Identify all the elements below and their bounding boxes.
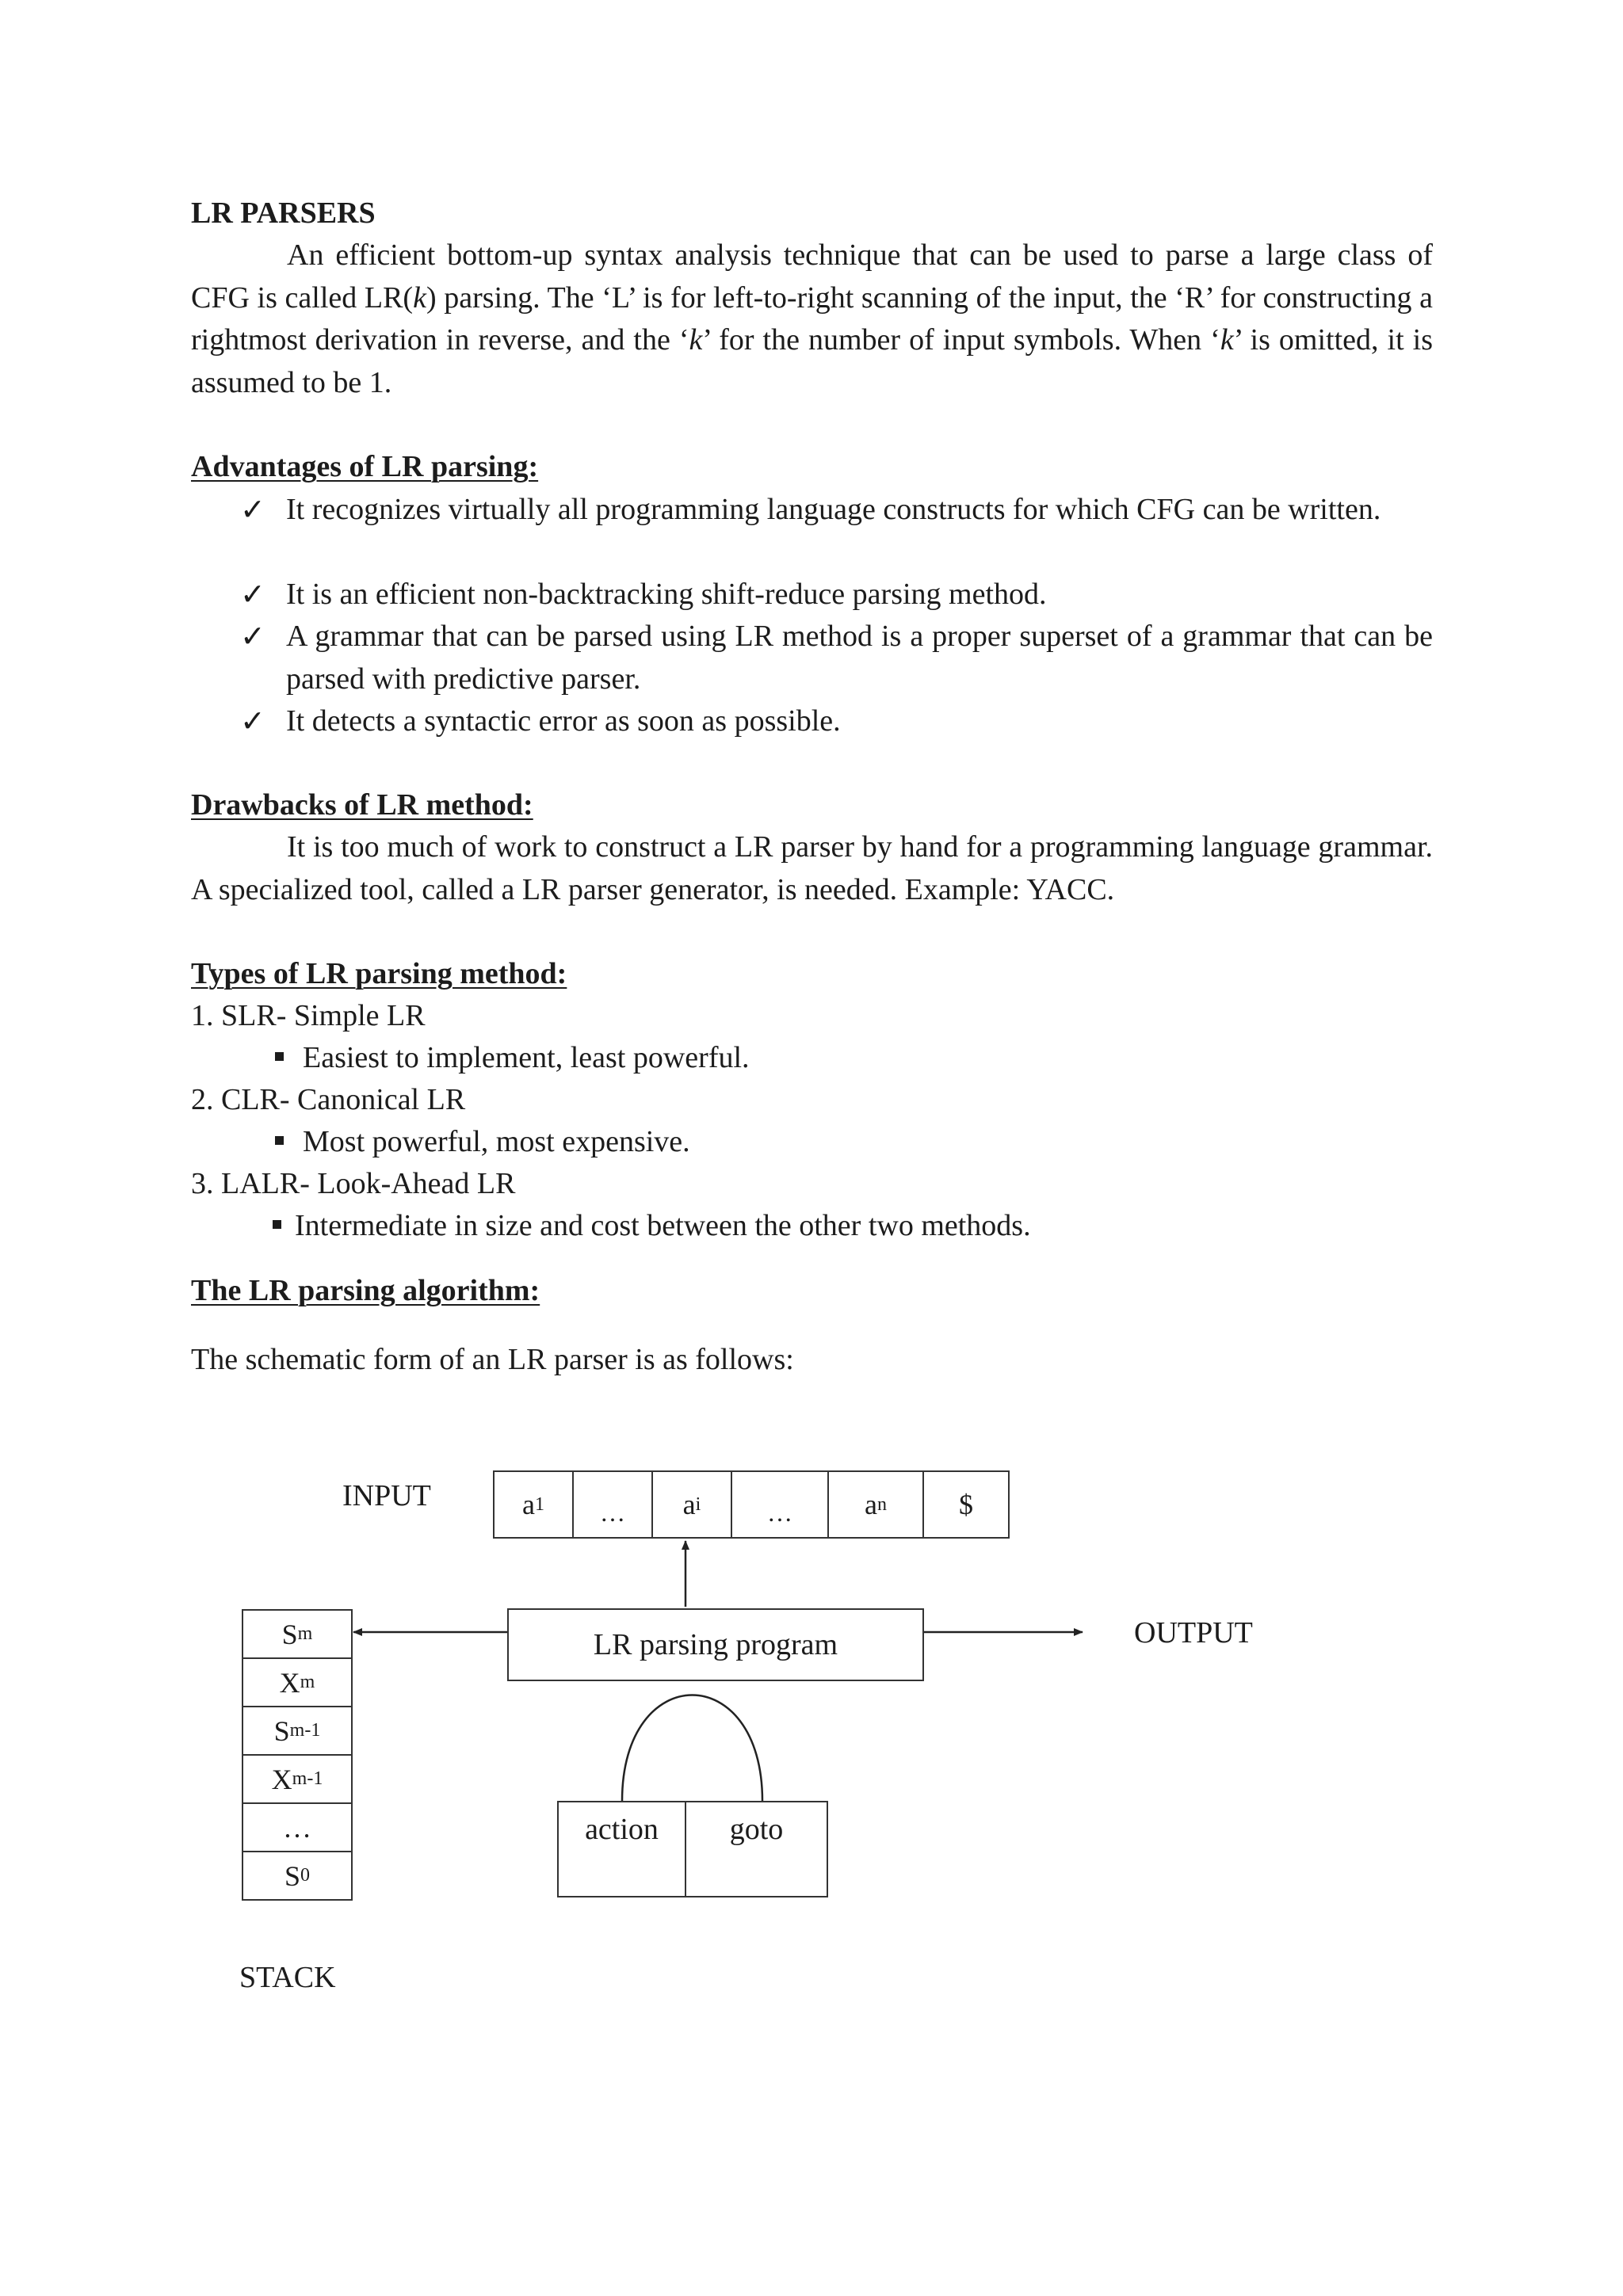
type-note: Easiest to implement, least powerful. — [303, 1041, 750, 1074]
intro-text-3: ’ for the number of input symbols. When ‘ — [702, 323, 1220, 357]
advantage-item: It detects a syntactic error as soon as possible. — [286, 704, 841, 738]
intro-k: k — [413, 280, 426, 315]
advantages-heading: Advantages of LR parsing: — [191, 450, 539, 483]
input-cell: a 1 — [493, 1470, 574, 1539]
intro-k: k — [689, 323, 703, 357]
advantage-item: It recognizes virtually all programming language constructs for which CFG can be written. — [286, 493, 1381, 526]
algorithm-heading: The LR parsing algorithm: — [191, 1274, 540, 1307]
page-title: LR PARSERS — [191, 196, 376, 230]
check-icon: ✓ — [240, 619, 265, 654]
intro-text-1: An efficient bottom-up syntax analysis technique that can be used to parse a large class of CFG is called LR( — [191, 238, 1433, 315]
intro-k: k — [1220, 323, 1234, 357]
type-label: 2. CLR- Canonical LR — [191, 1083, 466, 1116]
stack-cell: S m-1 — [242, 1706, 353, 1756]
stack-cell: S 0 — [242, 1851, 353, 1901]
input-cell: … — [572, 1470, 653, 1539]
stack-cell: X m — [242, 1657, 353, 1707]
stack-label: STACK — [239, 1961, 336, 1994]
stack-cell: X m-1 — [242, 1754, 353, 1804]
drawbacks-paragraph: It is too much of work to construct a LR parser by hand for a programming language grammar. A specialized tool, called a LR parser generator, is needed. Example: YACC. — [191, 830, 1433, 906]
output-label: OUTPUT — [1134, 1616, 1253, 1650]
input-cell: a i — [651, 1470, 732, 1539]
drawbacks-heading: Drawbacks of LR method: — [191, 788, 533, 822]
intro-text-2: ) parsing. The ‘L’ is for left-to-right scanning of the input, the ‘R’ for constructing a rightmost derivation in reverse, and the ‘ — [191, 280, 1433, 357]
stack-cell: S m — [242, 1609, 353, 1659]
input-cell: a n — [827, 1470, 924, 1539]
type-label: 3. LALR- Look-Ahead LR — [191, 1167, 516, 1200]
lr-parsing-program-box: LR parsing program — [507, 1608, 924, 1681]
type-note: Most powerful, most expensive. — [303, 1125, 690, 1158]
check-icon: ✓ — [240, 577, 265, 612]
advantage-item: It is an efficient non-backtracking shift-reduce parsing method. — [286, 578, 1047, 611]
input-label: INPUT — [342, 1479, 431, 1512]
type-label: 1. SLR- Simple LR — [191, 999, 426, 1032]
check-icon: ✓ — [240, 704, 265, 738]
check-icon: ✓ — [240, 492, 265, 527]
type-note: Intermediate in size and cost between the other two methods. — [295, 1209, 1031, 1242]
algorithm-intro: The schematic form of an LR parser is as follows: — [191, 1343, 794, 1376]
table-connector-arch — [622, 1695, 762, 1802]
input-cell: $ — [922, 1470, 1010, 1539]
input-cell: … — [731, 1470, 829, 1539]
intro-text-4: ’ is omitted, it is assumed to be 1. — [191, 323, 1433, 399]
types-heading: Types of LR parsing method: — [191, 957, 567, 990]
stack-cell: … — [242, 1802, 353, 1852]
action-table-cell: action — [557, 1801, 686, 1897]
goto-table-cell: goto — [685, 1801, 828, 1897]
advantage-item: A grammar that can be parsed using LR method is a proper superset of a grammar that can be parsed with predictive parser. — [286, 620, 1433, 696]
